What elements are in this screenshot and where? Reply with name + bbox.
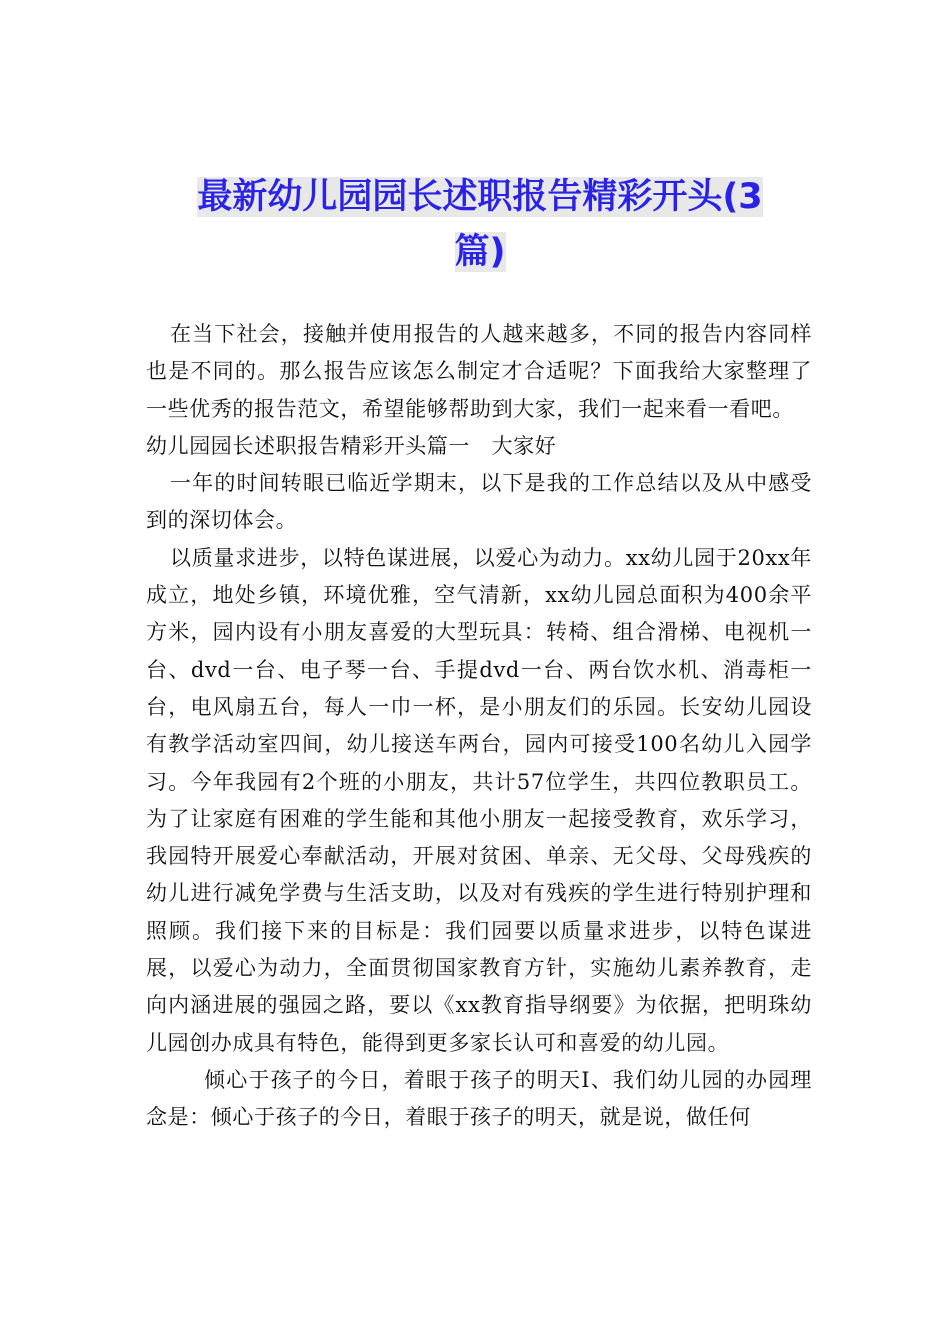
paragraph-3: 倾心于孩子的今日，着眼于孩子的明天Ⅰ、我们幼儿园的办园理念是：倾心于孩子的今日，着眼于孩子的明天，就是说，做任何	[146, 1067, 812, 1130]
document-title	[150, 170, 810, 280]
title-line-1: 最新幼儿园园长述职报告精彩开头(3	[197, 177, 763, 217]
intro-paragraph: 在当下社会，接触并使用报告的人越来越多，不同的报告内容同样也是不同的。那么报告应该怎么制定才合适呢？下面我给大家整理了一些优秀的报告范文，希望能够帮助到大家，我们一起来看一看吧。	[146, 322, 812, 421]
section-heading: 幼儿园园长述职报告精彩开头篇一 大家好	[146, 433, 557, 458]
paragraph-1: 一年的时间转眼已临近学期末，以下是我的工作总结以及从中感受到的深切体会。	[146, 471, 812, 533]
paragraph-2: 以质量求进步，以特色谋进展，以爱心为动力。xx幼儿园于20xx年成立，地处乡镇，环境优雅，空气清新，xx幼儿园总面积为400余平方米，园内设有小朋友喜爱的大型玩具：转椅、组合滑梯、电视机一台、dvd一台、电子琴一台、手提dvd一台、两台饮水机、消毒柜一台，电风扇五台，每人一巾一杯，是小朋友们的乐园。长安幼儿园设有教学活动室四间，幼儿接送车两台，园内可接受100名幼儿入园学习。今年我园有2个班的小朋友，共计57位学生，共四位教职员工。为了让家庭有困难的学生能和其他小朋友一起接受教育，欢乐学习，我园特开展爱心奉献活动，开展对贫困、单亲、无父母、父母残疾的幼儿进行减免学费与生活支助，以及对有残疾的学生进行特别护理和照顾。我们接下来的目标是：我们园要以质量求进步，以特色谋进展，以爱心为动力，全面贯彻国家教育方针，实施幼儿素养教育，走向内涵进展的强园之路，要以《xx教育指导纲要》为依据，把明珠幼儿园创办成具有特色，能得到更多家长认可和喜爱的幼儿园。	[146, 545, 812, 1055]
title-line-2: 篇)	[454, 232, 506, 272]
document-body	[146, 316, 812, 1137]
